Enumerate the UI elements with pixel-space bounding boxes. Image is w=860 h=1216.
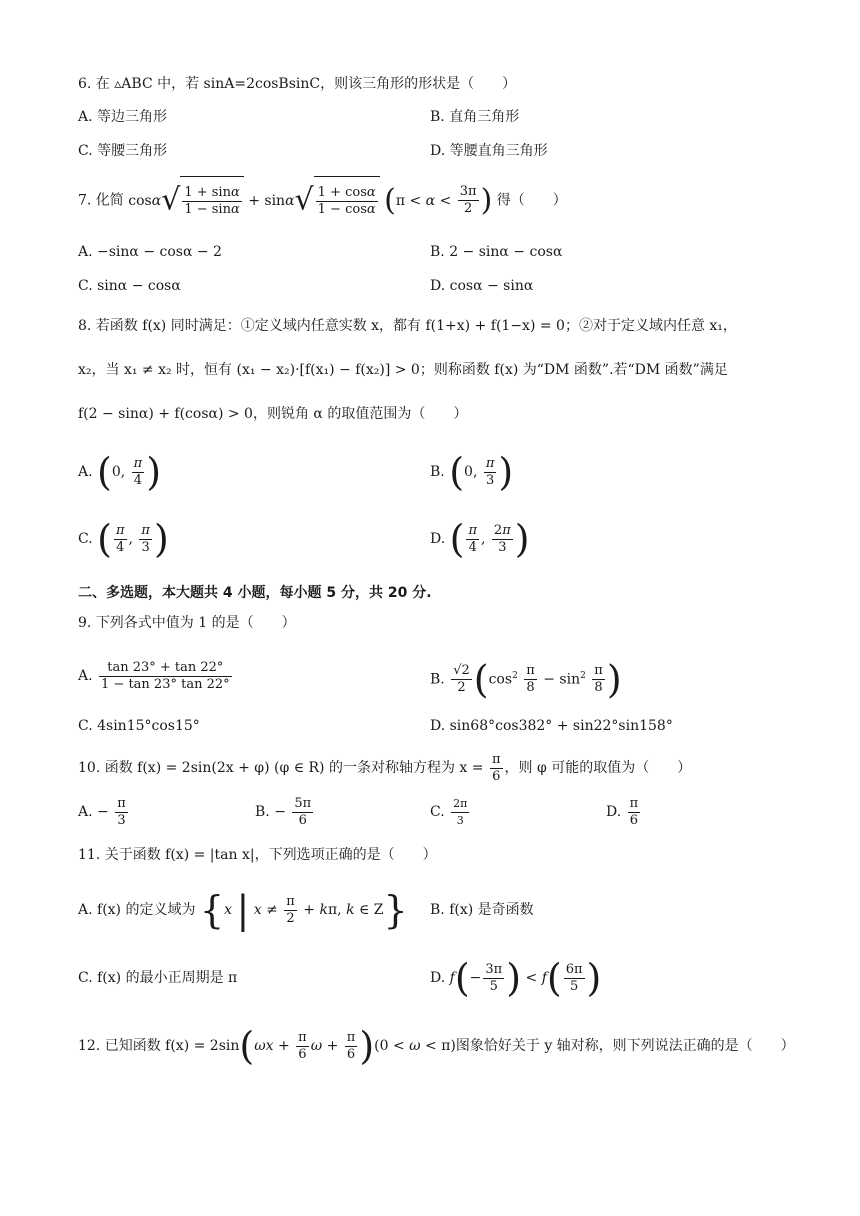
question-7-option-c: C. sinα − cosα: [78, 278, 181, 294]
question-7-expression: cosα√ $\frac{1 + \sin\alpha}{1 - \sin\alpha}$ + sinα√ $\frac{1 + \cos\alpha}{1 - \cos\alpha}$ (π < α < $\frac{3\pi}{2}$ ): [128, 193, 497, 209]
question-10-option-d: D. $\frac{\pi}{6}$: [606, 795, 639, 828]
question-8-option-b: B. (0, $\frac{\pi}{3}$ ): [430, 450, 514, 494]
question-12-stem: 12. 已知函数 f(x) = 2sin(ωx + $\frac{\pi}{6}$ ω + $\frac{\pi}{6}$ )(0 < ω < π)图象恰好关于 y 轴对称，则下列说法正确的是（ ）: [78, 1024, 795, 1068]
question-8-line-2: x₂，当 x₁ ≠ x₂ 时，恒有 (x₁ − x₂)·[f(x₁) − f(x₂)] > 0；则称函数 f(x) 为“DM 函数”.若“DM 函数”满足: [78, 362, 728, 378]
question-6-option-b: B. 直角三角形: [430, 109, 520, 125]
question-11-option-b: B. f(x) 是奇函数: [430, 902, 534, 918]
question-6-option-a: A. 等边三角形: [78, 109, 168, 125]
question-8-option-d: D. ( $\frac{\pi}{4}$ , $\frac{2\pi}{3}$ ): [430, 517, 530, 561]
section-2-heading: 二、多选题，本大题共 4 小题，每小题 5 分，共 20 分.: [78, 585, 432, 601]
question-7-prefix: 7. 化简: [78, 192, 124, 209]
question-8-option-a: A. (0, $\frac{\pi}{4}$ ): [78, 450, 162, 494]
question-11-option-d: D. f(− $\frac{3\pi}{5}$ ) < f( $\frac{6\pi}{5}$ ): [430, 956, 602, 1000]
question-6-stem: 6. 在 ▵ABC 中，若 sinA=2cosBsinC，则该三角形的形状是（ ）: [78, 76, 517, 92]
question-8-line-1: 8. 若函数 f(x) 同时满足：①定义域内任意实数 x，都有 f(1+x) + f(1−x) = 0；②对于定义域内任意 x₁，: [78, 318, 737, 334]
question-6-option-c: C. 等腰三角形: [78, 143, 168, 159]
question-6-option-d: D. 等腰直角三角形: [430, 143, 548, 159]
question-11-option-a: A. f(x) 的定义域为 {x | x ≠ $\frac{\pi}{2}$ + kπ, k ∈ Z}: [78, 888, 408, 932]
question-8-line-3: f(2 − sinα) + f(cosα) > 0，则锐角 α 的取值范围为（ ）: [78, 406, 468, 422]
question-10-option-a: A. − $\frac{\pi}{3}$: [78, 795, 126, 828]
question-10-option-c: C. $\frac{2\pi}{3}$: [430, 796, 468, 827]
question-8-option-c: C. ( $\frac{\pi}{4}$ , $\frac{\pi}{3}$ ): [78, 517, 169, 561]
question-7-option-b: B. 2 − sinα − cosα: [430, 244, 563, 260]
question-7-option-a: A. −sinα − cosα − 2: [78, 244, 222, 260]
question-9-stem: 9. 下列各式中值为 1 的是（ ）: [78, 615, 296, 631]
question-10-stem: 10. 函数 f(x) = 2sin(2x + φ) (φ ∈ R) 的一条对称轴方程为 x = $\frac{\pi}{6}$ ，则 φ 可能的取值为（ ）: [78, 751, 692, 784]
question-11-option-c: C. f(x) 的最小正周期是 π: [78, 970, 238, 986]
question-9-option-b: B. $\frac{√2}{2}$ ($\cos^2$ $\frac{\pi}{8}$ − $\sin^2$ $\frac{\pi}{8}$ ): [430, 657, 622, 702]
question-10-option-b: B. − $\frac{5\pi}{6}$: [255, 795, 312, 828]
question-7-option-d: D. cosα − sinα: [430, 278, 534, 294]
question-7-suffix: 得（ ）: [496, 192, 567, 209]
question-9-option-c: C. 4sin15°cos15°: [78, 718, 200, 734]
question-7-stem: [78, 176, 567, 224]
question-9-option-d: D. sin68°cos382° + sin22°sin158°: [430, 718, 673, 734]
question-11-stem: 11. 关于函数 f(x) = |tan x|，下列选项正确的是（ ）: [78, 847, 437, 863]
question-9-option-a: A. $\frac{\tan 23^\circ + \tan 22^\circ}{1 - \tan 23^\circ \tan 22^\circ}$: [78, 659, 230, 692]
